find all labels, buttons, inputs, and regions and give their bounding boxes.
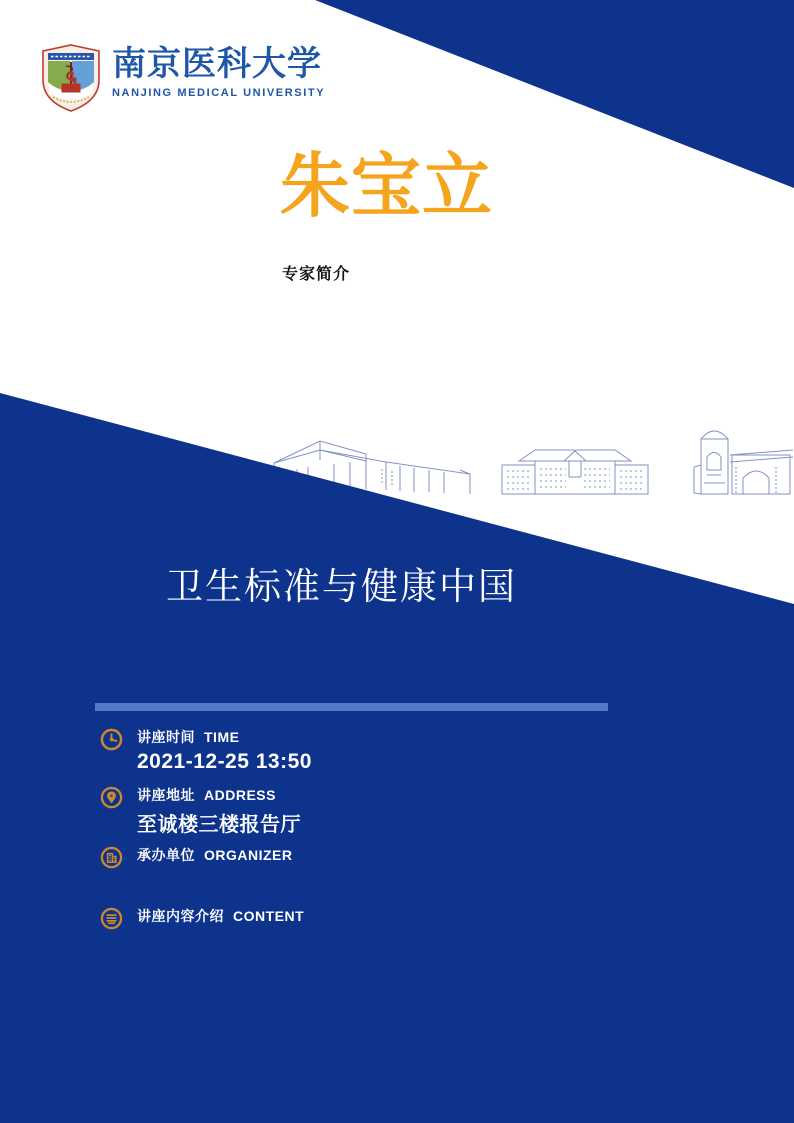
speaker-name: 朱宝立 (280, 147, 493, 225)
university-name-cn: 南京医科大学 (112, 46, 322, 83)
organizer-label (137, 845, 293, 865)
clock-icon (100, 728, 123, 751)
content-label-cn: 讲座内容介绍 (137, 908, 224, 924)
content-label (137, 906, 304, 926)
info-row-time (100, 727, 312, 774)
address-label (137, 785, 301, 805)
organizer-label-cn: 承办单位 (137, 847, 195, 863)
time-texts (137, 727, 312, 774)
content-label-en: CONTENT (233, 908, 305, 924)
info-row-content (100, 906, 304, 930)
expert-intro-label: 专家简介 (282, 266, 351, 283)
time-value: 2021-12-25 13:50 (137, 750, 312, 773)
organizer-texts (137, 845, 293, 868)
content-texts (137, 906, 304, 929)
divider-bar (95, 703, 608, 711)
content-list-icon (100, 907, 123, 930)
time-label-cn: 讲座时间 (137, 729, 195, 745)
university-name-block (112, 44, 325, 99)
university-name-en: NANJING MEDICAL UNIVERSITY (112, 87, 326, 100)
organizer-building-icon (100, 846, 123, 869)
lecture-title: 卫生标准与健康中国 (166, 566, 517, 607)
address-texts (137, 785, 301, 837)
time-label-en: TIME (204, 729, 240, 745)
address-value: 至诚楼三楼报告厅 (137, 814, 301, 836)
university-emblem (40, 44, 102, 112)
info-row-address (100, 785, 301, 837)
address-label-en: ADDRESS (204, 787, 276, 803)
time-label (137, 727, 312, 747)
organizer-label-en: ORGANIZER (204, 847, 293, 863)
info-row-organizer (100, 845, 293, 869)
location-pin-icon (100, 786, 123, 809)
university-header (40, 44, 325, 112)
address-label-cn: 讲座地址 (137, 787, 195, 803)
